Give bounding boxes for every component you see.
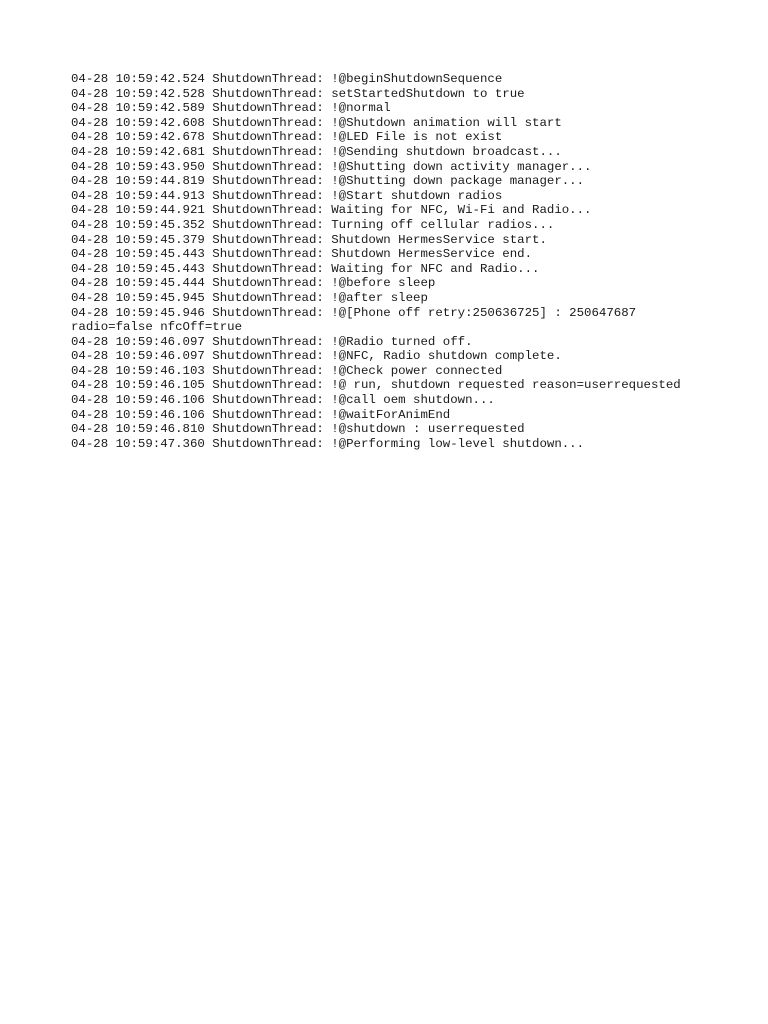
log-line: 04-28 10:59:46.105 ShutdownThread: !@ run, shutdown requested reason=userrequested — [71, 378, 681, 393]
log-line: 04-28 10:59:43.950 ShutdownThread: !@Shutting down activity manager... — [71, 159, 592, 174]
log-line: 04-28 10:59:42.678 ShutdownThread: !@LED File is not exist — [71, 130, 503, 145]
log-line: 04-28 10:59:46.106 ShutdownThread: !@call oem shutdown... — [71, 393, 495, 408]
log-line: 04-28 10:59:44.819 ShutdownThread: !@Shutting down package manager... — [71, 174, 585, 189]
log-line: 04-28 10:59:47.360 ShutdownThread: !@Performing low-level shutdown... — [71, 436, 585, 451]
log-line: 04-28 10:59:42.589 ShutdownThread: !@normal — [71, 101, 391, 116]
log-line: 04-28 10:59:42.528 ShutdownThread: setStartedShutdown to true — [71, 86, 525, 101]
log-line-continuation: radio=false nfcOff=true — [71, 320, 243, 335]
log-line: 04-28 10:59:45.379 ShutdownThread: Shutdown HermesService start. — [71, 232, 547, 247]
log-line: 04-28 10:59:44.921 ShutdownThread: Waiting for NFC, Wi-Fi and Radio... — [71, 203, 592, 218]
log-line: 04-28 10:59:46.810 ShutdownThread: !@shutdown : userrequested — [71, 422, 525, 437]
log-line: 04-28 10:59:44.913 ShutdownThread: !@Start shutdown radios — [71, 188, 503, 203]
log-line: 04-28 10:59:46.097 ShutdownThread: !@Radio turned off. — [71, 334, 473, 349]
log-line: 04-28 10:59:45.443 ShutdownThread: Shutdown HermesService end. — [71, 247, 533, 262]
log-line: 04-28 10:59:45.444 ShutdownThread: !@before sleep — [71, 276, 436, 291]
log-line: 04-28 10:59:45.945 ShutdownThread: !@after sleep — [71, 290, 428, 305]
log-line: 04-28 10:59:45.443 ShutdownThread: Waiting for NFC and Radio... — [71, 261, 540, 276]
log-line: 04-28 10:59:42.681 ShutdownThread: !@Sending shutdown broadcast... — [71, 144, 562, 159]
log-line: 04-28 10:59:42.608 ShutdownThread: !@Shutdown animation will start — [71, 115, 562, 130]
log-line: 04-28 10:59:42.524 ShutdownThread: !@beginShutdownSequence — [71, 72, 503, 86]
log-line: 04-28 10:59:46.097 ShutdownThread: !@NFC, Radio shutdown complete. — [71, 349, 562, 364]
log-line: 04-28 10:59:45.946 ShutdownThread: !@[Phone off retry:250636725] : 250647687 — [71, 305, 637, 320]
log-line: 04-28 10:59:46.106 ShutdownThread: !@waitForAnimEnd — [71, 407, 451, 422]
log-line: 04-28 10:59:46.103 ShutdownThread: !@Check power connected — [71, 363, 503, 378]
log-line: 04-28 10:59:45.352 ShutdownThread: Turning off cellular radios... — [71, 217, 555, 232]
log-text-block — [71, 72, 711, 451]
